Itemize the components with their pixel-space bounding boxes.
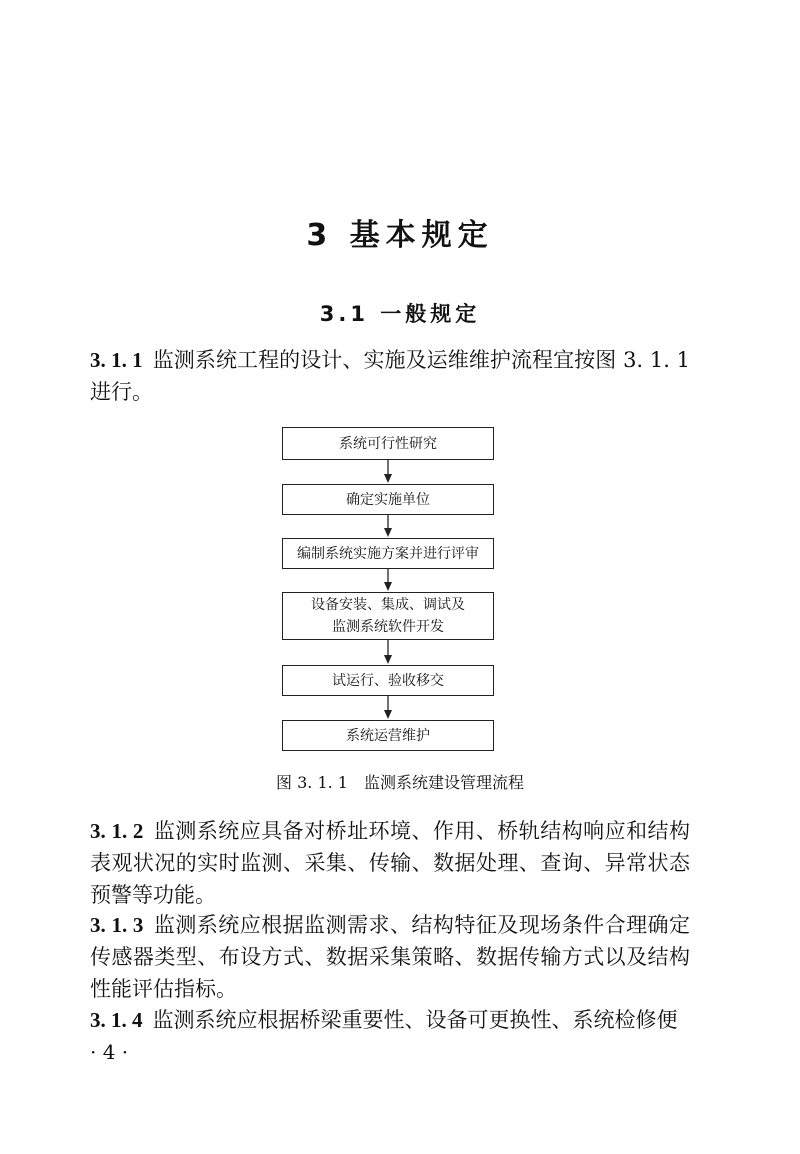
clause-text: 监测系统工程的设计、实施及运维维护流程宜按图 3. 1. 1 进行。 [90,348,690,404]
clause-number: 3. 1. 1 [90,348,143,372]
flow-step-label-line2: 监测系统软件开发 [332,619,444,635]
clause-3-1-1 [90,344,690,408]
flow-step-trial-run [282,665,494,696]
flow-step-determine-unit [282,484,494,515]
clause-text: 监测系统应根据桥梁重要性、设备可更换性、系统检修便 [152,1008,678,1032]
figure-number: 图 3. 1. 1 [276,773,348,792]
clause-number: 3. 1. 4 [90,1008,143,1032]
clause-text: 监测系统应根据监测需求、结构特征及现场条件合理确定传感器类型、布设方式、数据采集策略、数据传输方式以及结构性能评估指标。 [90,913,691,1001]
clause-number: 3. 1. 3 [90,913,144,937]
flow-step-label: 试运行、验收移交 [332,672,444,689]
flow-step-label: 系统运营维护 [346,727,430,744]
figure-caption-text: 监测系统建设管理流程 [363,773,524,792]
chapter-title: 3 基本规定 [306,218,494,253]
clause-number: 3. 1. 2 [90,819,144,843]
flow-step-label: 编制系统实施方案并进行评审 [297,545,479,562]
flow-arrow [380,515,396,538]
flow-step-feasibility-study [282,427,494,460]
figure-caption [0,770,800,793]
page-number: · 4 · [90,1040,129,1064]
flow-step-compile-plan [282,538,494,569]
flow-arrow [380,569,396,592]
clause-text: 监测系统应具备对桥址环境、作用、桥轨结构响应和结构表观状况的实时监测、采集、传输、数据处理、查询、异常状态预警等功能。 [90,819,691,907]
clause-3-1-2 [90,815,690,911]
flow-step-operation [282,720,494,751]
flow-step-label: 设备安装、集成、调试及 [311,597,465,613]
flow-step-label: 确定实施单位 [346,491,430,508]
section-title: 3.1 一般规定 [319,302,481,326]
clause-3-1-3 [90,909,690,1005]
clause-3-1-4 [90,1004,690,1036]
flow-step-installation [282,592,494,640]
flow-arrow [380,640,396,665]
flow-arrow [380,460,396,484]
flow-arrow [380,696,396,720]
flow-step-label: 系统可行性研究 [339,435,437,452]
